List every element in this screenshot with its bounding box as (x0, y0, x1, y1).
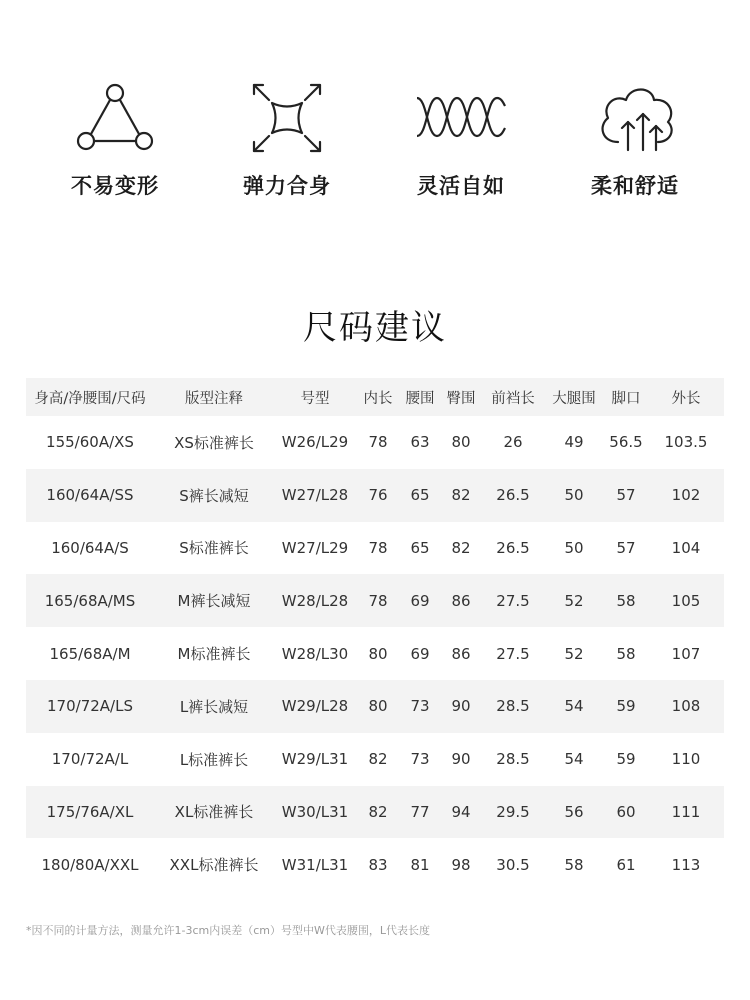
table-cell: 170/72A/L (51, 750, 129, 769)
header-hip: 臀围 (446, 390, 476, 407)
table-cell: 58 (564, 855, 584, 874)
feature-label: 灵活自如 (417, 174, 505, 198)
table-cell: 90 (451, 750, 471, 769)
table-cell: 65 (410, 538, 430, 557)
table-cell: 58 (616, 591, 636, 610)
table-cell: W27/L29 (281, 538, 349, 557)
header-thigh: 大腿围 (552, 390, 596, 407)
table-cell: 165/68A/M (49, 644, 131, 663)
table-cell: 180/80A/XXL (41, 855, 139, 874)
table-cell: 50 (564, 486, 584, 505)
table-cell: 105 (671, 591, 701, 610)
table-cell: 104 (671, 538, 701, 557)
table-cell: 59 (616, 750, 636, 769)
header-front-rise: 前裆长 (491, 390, 535, 407)
table-cell: 26.5 (496, 538, 530, 557)
table-cell: 111 (671, 802, 701, 821)
header-size-code: 号型 (300, 390, 330, 407)
header-height-waist-size: 身高/净腰围/尺码 (34, 390, 146, 407)
table-cell: 107 (671, 644, 701, 663)
table-cell: XS标准裤长 (174, 433, 254, 452)
table-row (26, 733, 724, 786)
table-cell: 58 (616, 644, 636, 663)
feature-label: 不易变形 (71, 174, 159, 198)
table-cell: 29.5 (496, 802, 530, 821)
table-cell: 76 (368, 486, 388, 505)
cotton-cloud-icon (560, 78, 710, 158)
table-cell: 102 (671, 486, 701, 505)
table-cell: 56 (564, 802, 584, 821)
table-cell: 54 (564, 750, 584, 769)
table-cell: 98 (451, 855, 471, 874)
table-cell: 103.5 (664, 433, 708, 452)
table-cell: 30.5 (496, 855, 530, 874)
header-outseam: 外长 (671, 390, 701, 407)
table-cell: S裤长减短 (179, 486, 249, 505)
table-cell: L标准裤长 (179, 750, 249, 769)
table-cell: 78 (368, 538, 388, 557)
table-cell: 160/64A/SS (46, 486, 134, 505)
page-title: 尺码建议 (303, 308, 447, 348)
table-cell: 94 (451, 802, 471, 821)
table-row (26, 522, 724, 575)
table-cell: 86 (451, 644, 471, 663)
table-cell: 175/76A/XL (46, 802, 134, 821)
feature-label: 柔和舒适 (591, 174, 679, 198)
table-cell: 82 (368, 750, 388, 769)
table-cell: 27.5 (496, 591, 530, 610)
triangle-nodes-icon (40, 78, 190, 158)
footnote: *因不同的计量方法，测量允许1-3cm内误差（cm）号型中W代表腰围，L代表长度 (26, 924, 430, 937)
table-cell: 28.5 (496, 697, 530, 716)
table-cell: 28.5 (496, 750, 530, 769)
table-cell: 165/68A/MS (44, 591, 136, 610)
header-fit-note: 版型注释 (185, 390, 243, 407)
table-cell: W27/L28 (281, 486, 349, 505)
table-cell: W31/L31 (281, 855, 349, 874)
table-cell: 73 (410, 697, 430, 716)
table-cell: 78 (368, 591, 388, 610)
table-cell: 50 (564, 538, 584, 557)
table-cell: 69 (410, 644, 430, 663)
table-cell: 78 (368, 433, 388, 452)
table-cell: 52 (564, 644, 584, 663)
table-cell: S标准裤长 (179, 539, 249, 558)
table-cell: M裤长减短 (177, 592, 251, 611)
header-leg-opening: 脚口 (611, 390, 641, 407)
table-cell: W29/L28 (281, 697, 349, 716)
table-cell: 113 (671, 855, 701, 874)
table-cell: 83 (368, 855, 388, 874)
feature-flexibility (386, 78, 536, 200)
table-cell: 59 (616, 697, 636, 716)
table-row (26, 680, 724, 733)
table-cell: 82 (451, 538, 471, 557)
table-cell: 90 (451, 697, 471, 716)
table-cell: 52 (564, 591, 584, 610)
table-cell: 155/60A/XS (46, 433, 134, 452)
table-cell: 77 (410, 802, 430, 821)
table-cell: 65 (410, 486, 430, 505)
table-cell: W26/L29 (281, 433, 349, 452)
table-cell: W28/L28 (281, 591, 349, 610)
table-cell: 170/72A/LS (47, 697, 133, 716)
table-cell: 60 (616, 802, 636, 821)
table-cell: 110 (671, 750, 701, 769)
size-table (26, 378, 724, 891)
table-cell: 82 (451, 486, 471, 505)
table-row (26, 786, 724, 839)
feature-stretch-fit (212, 78, 362, 200)
table-cell: XL标准裤长 (174, 803, 254, 822)
table-row (26, 574, 724, 627)
table-cell: XXL标准裤长 (169, 856, 259, 875)
table-header-row (26, 378, 724, 416)
table-cell: M标准裤长 (177, 645, 251, 664)
table-cell: 81 (410, 855, 430, 874)
feature-label: 弹力合身 (243, 174, 331, 198)
table-cell: 108 (671, 697, 701, 716)
table-row (26, 627, 724, 680)
table-cell: 160/64A/S (51, 538, 129, 557)
table-cell: 69 (410, 591, 430, 610)
table-cell: 57 (616, 486, 636, 505)
table-row (26, 469, 724, 522)
table-cell: L裤长减短 (179, 697, 249, 716)
table-cell: 86 (451, 591, 471, 610)
table-cell: 26 (503, 433, 523, 452)
stretch-arrows-icon (212, 78, 362, 158)
table-cell: 49 (564, 433, 584, 452)
header-inseam: 内长 (363, 390, 393, 407)
wave-icon (386, 78, 536, 158)
table-cell: 57 (616, 538, 636, 557)
table-cell: W30/L31 (281, 802, 349, 821)
feature-shape-retention (40, 78, 190, 200)
table-cell: W29/L31 (281, 750, 349, 769)
table-cell: 80 (368, 644, 388, 663)
table-cell: 61 (616, 855, 636, 874)
feature-softness (560, 78, 710, 200)
table-cell: 56.5 (609, 433, 643, 452)
table-cell: 82 (368, 802, 388, 821)
table-row (26, 838, 724, 891)
table-cell: 27.5 (496, 644, 530, 663)
table-cell: 54 (564, 697, 584, 716)
table-cell: 80 (451, 433, 471, 452)
table-cell: 63 (410, 433, 430, 452)
table-cell: 26.5 (496, 486, 530, 505)
header-waist: 腰围 (405, 390, 435, 407)
feature-strip (0, 78, 750, 208)
table-row (26, 416, 724, 469)
table-cell: W28/L30 (281, 644, 349, 663)
table-cell: 80 (368, 697, 388, 716)
table-cell: 73 (410, 750, 430, 769)
